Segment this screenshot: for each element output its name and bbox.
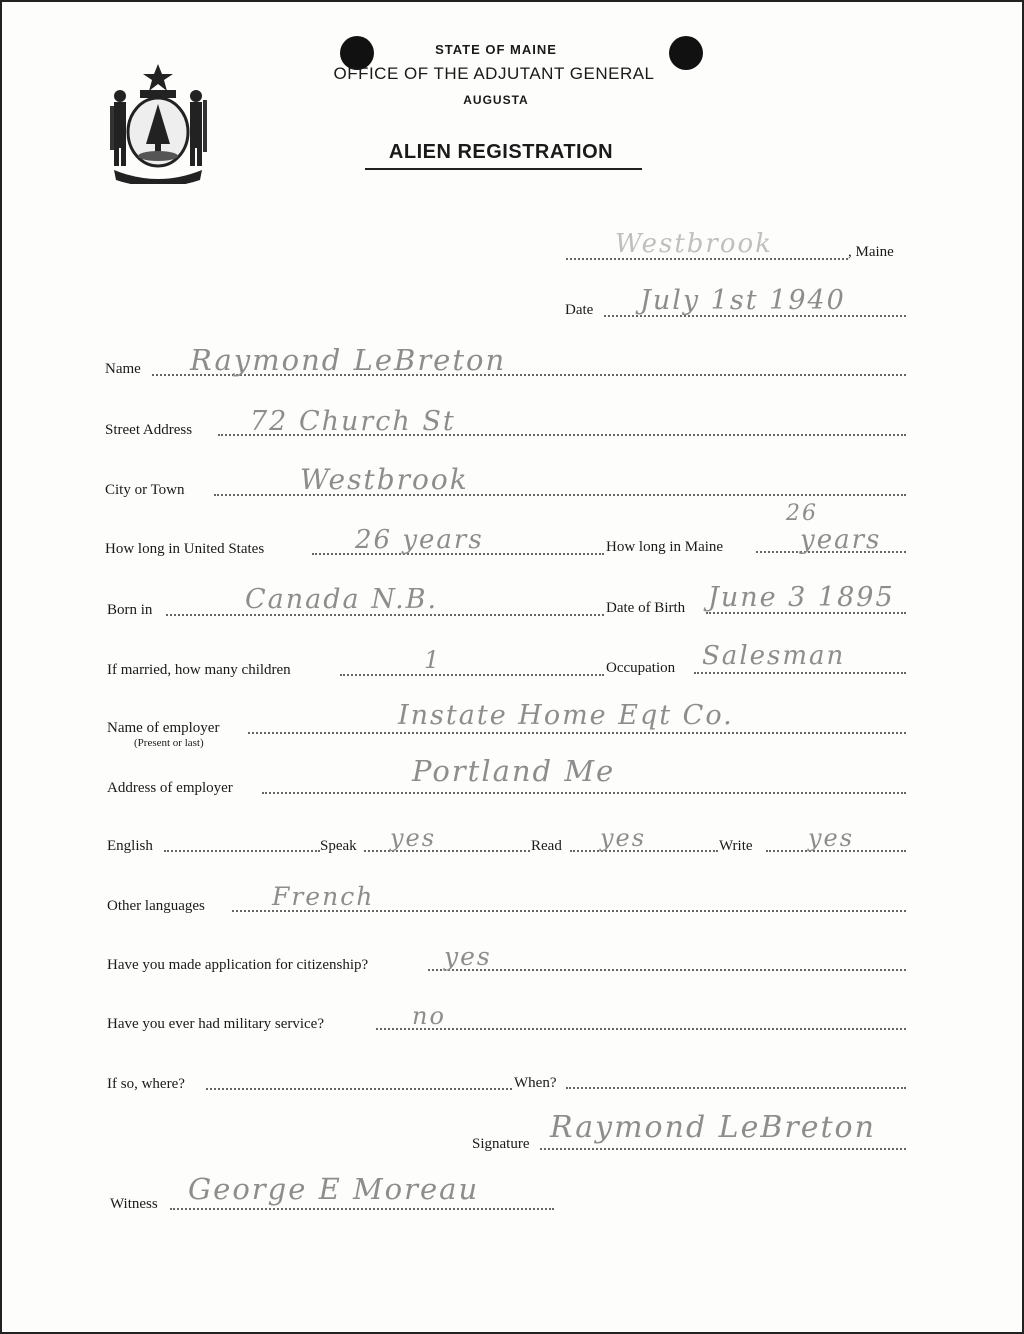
- us-duration-label: How long in United States: [105, 541, 265, 557]
- name-value: Raymond LeBreton: [190, 343, 507, 377]
- maine-duration-correction: 26: [786, 501, 818, 526]
- dob-value: June 3 1895: [708, 582, 895, 613]
- header-office: OFFICE OF THE ADJUTANT GENERAL: [333, 64, 655, 83]
- maine-duration-label: How long in Maine: [606, 539, 724, 555]
- military-value: no: [412, 1002, 446, 1030]
- header-state: STATE OF MAINE: [435, 42, 557, 57]
- other-languages-label: Other languages: [107, 898, 205, 914]
- read-label: Read: [531, 838, 562, 854]
- city-value: Westbrook: [300, 463, 469, 496]
- when-label: When?: [514, 1075, 557, 1091]
- signature-line: [540, 1148, 906, 1150]
- english-label: English: [107, 838, 153, 854]
- occupation-line: [694, 672, 906, 674]
- dob-label: Date of Birth: [606, 600, 686, 616]
- signature-label: Signature: [472, 1136, 530, 1152]
- military-label: Have you ever had military service?: [107, 1016, 324, 1032]
- us-duration-value: 26 years: [355, 525, 484, 555]
- write-label: Write: [719, 838, 753, 854]
- where-label: If so, where?: [107, 1076, 185, 1092]
- witness-line: [170, 1208, 554, 1210]
- english-line: [164, 850, 320, 852]
- employer-address-label: Address of employer: [107, 780, 233, 796]
- when-line: [566, 1087, 906, 1089]
- occupation-label: Occupation: [606, 660, 676, 676]
- employer-value: Instate Home Eqt Co.: [398, 700, 734, 731]
- signature-value: Raymond LeBreton: [550, 1110, 876, 1145]
- where-line: [206, 1088, 512, 1090]
- city-label: City or Town: [105, 482, 185, 498]
- citizenship-line: [428, 969, 906, 971]
- employer-address-value: Portland Me: [412, 754, 616, 788]
- children-line: [340, 674, 604, 676]
- speak-label: Speak: [320, 838, 357, 854]
- name-label: Name: [105, 361, 141, 377]
- write-value: yes: [808, 824, 855, 852]
- street-label: Street Address: [105, 422, 193, 438]
- date-value: July 1st 1940: [640, 285, 846, 316]
- other-languages-value: French: [272, 882, 375, 911]
- birthplace-label: Born in: [107, 602, 153, 618]
- employer-line: [248, 732, 906, 734]
- read-value: yes: [600, 824, 647, 852]
- employer-address-line: [262, 792, 906, 794]
- speak-line: [364, 850, 530, 852]
- witness-label: Witness: [110, 1196, 158, 1212]
- town-value: Westbrook: [615, 229, 773, 259]
- town-suffix: , Maine: [848, 244, 894, 260]
- employer-sublabel: (Present or last): [134, 737, 204, 749]
- children-label: If married, how many children: [107, 662, 291, 678]
- header-city: AUGUSTA: [463, 93, 529, 107]
- date-label: Date: [565, 302, 594, 318]
- citizenship-value: yes: [444, 942, 492, 971]
- title-underline: [365, 168, 642, 170]
- occupation-value: Salesman: [702, 641, 846, 671]
- military-line: [376, 1028, 906, 1030]
- street-value: 72 Church St: [250, 406, 456, 437]
- maine-duration-value: years: [800, 525, 882, 555]
- citizenship-label: Have you made application for citizenship?: [107, 957, 369, 973]
- speak-value: yes: [390, 824, 437, 852]
- children-value: 1: [424, 646, 442, 674]
- form-title: ALIEN REGISTRATION: [388, 141, 614, 163]
- employer-label: Name of employer: [107, 720, 220, 736]
- birthplace-value: Canada N.B.: [245, 584, 439, 615]
- witness-value: George E Moreau: [188, 1172, 480, 1206]
